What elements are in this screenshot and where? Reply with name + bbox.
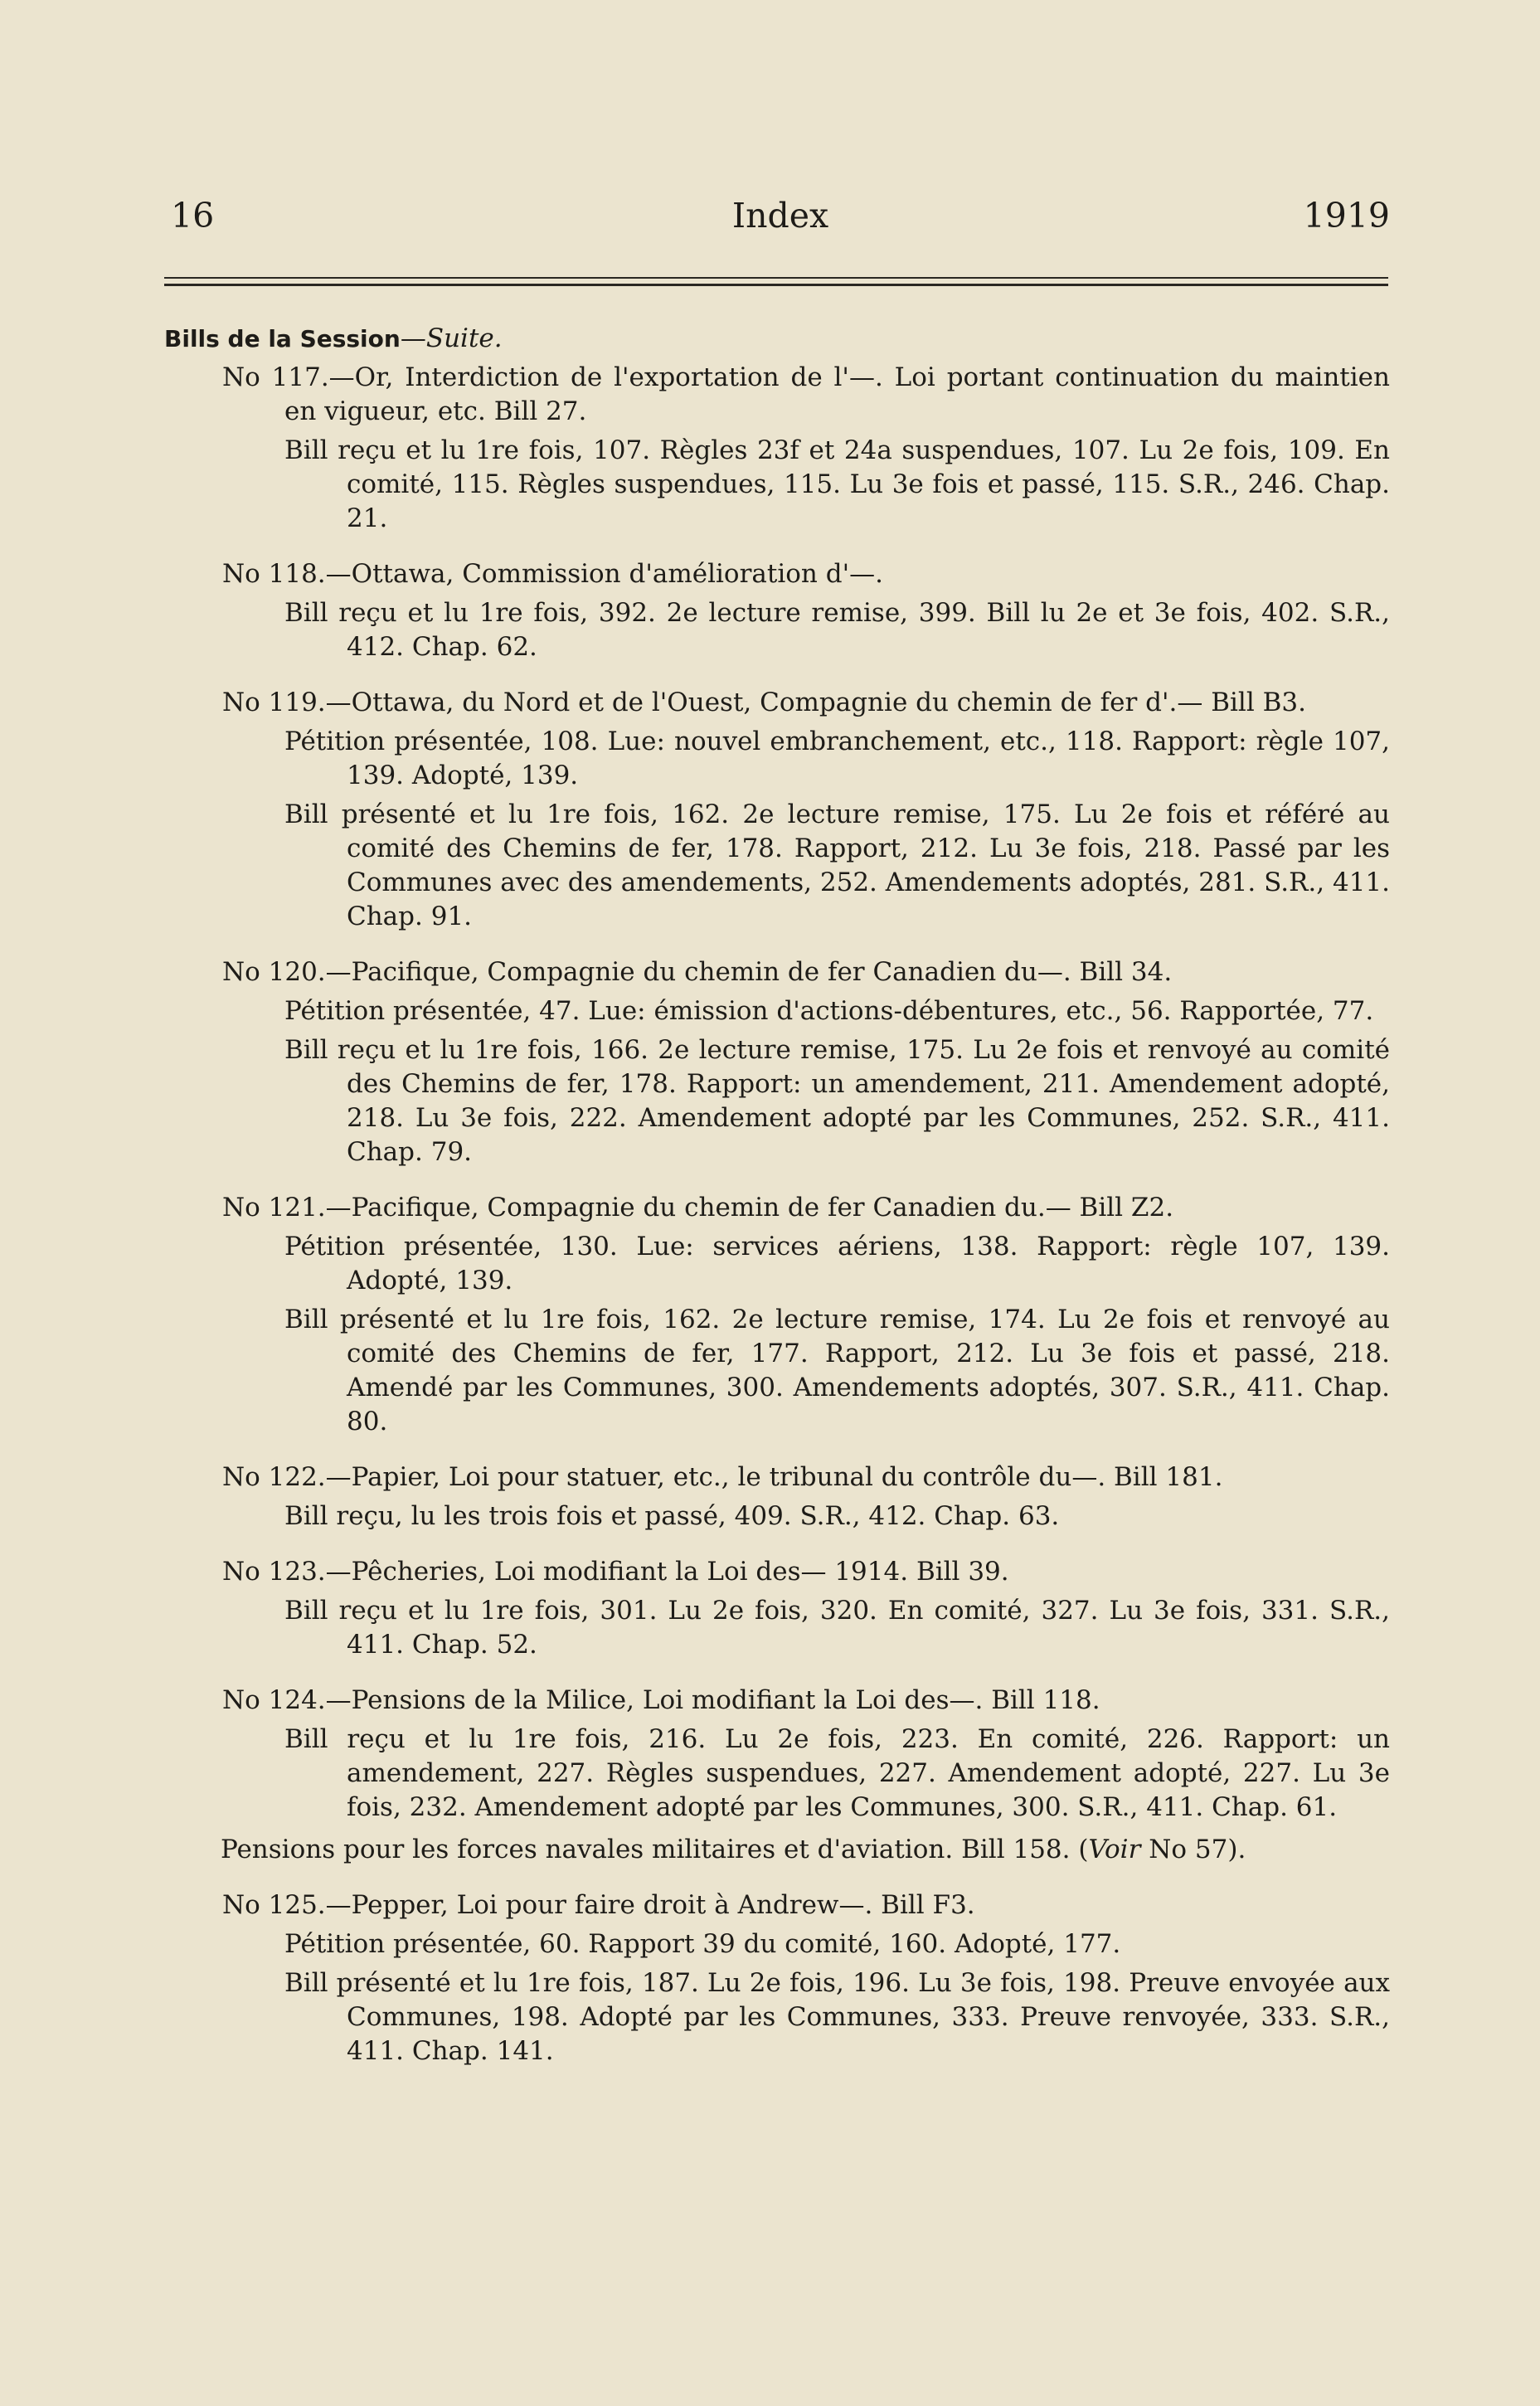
section-suffix: Suite. [425,323,503,353]
header-rule-top [164,277,1388,279]
index-content [164,322,1391,2090]
entry-paragraph: Bill reçu et lu 1re fois, 301. Lu 2e fois, 320. En comité, 327. Lu 3e fois, 331. S.R., 411. Chap. 52. [284,1596,1390,1660]
index-entry-123 [222,1555,1390,1662]
entry-paragraph: Bill reçu et lu 1re fois, 107. Règles 23f et 24a suspendues, 107. Lu 2e fois, 109. En comité, 115. Règles suspendues, 115. Lu 3e fois et passé, 115. S.R., 246. Chap. 21. [284,435,1390,533]
page-number: 16 [171,196,215,236]
index-entry-125 [222,1888,1390,2068]
entry-heading: No 123.—Pêcheries, Loi modifiant la Loi des— 1914. Bill 39. [222,1557,1009,1587]
entry-heading: No 124.—Pensions de la Milice, Loi modifiant la Loi des—. Bill 118. [222,1685,1100,1715]
voir-label: Voir [1088,1835,1141,1864]
index-entry-119 [222,686,1390,934]
entry-heading: No 118.—Ottawa, Commission d'amélioration d'—. [222,559,883,589]
header-rule-bottom [164,284,1388,286]
cross-reference-target: No 57). [1140,1835,1246,1864]
cross-reference-text: Pensions pour les forces navales militaires et d'aviation. Bill 158. ( [221,1835,1089,1864]
entry-paragraph: Pétition présentée, 47. Lue: émission d'actions-débentures, etc., 56. Rapportée, 77. [284,996,1374,1026]
entry-paragraph: Pétition présentée, 130. Lue: services aériens, 138. Rapport: règle 107, 139. Adopté, 139. [284,1232,1390,1295]
entry-heading: No 121.—Pacifique, Compagnie du chemin de fer Canadien du.— Bill Z2. [222,1193,1174,1222]
entry-paragraph: Bill reçu et lu 1re fois, 392. 2e lecture remise, 399. Bill lu 2e et 3e fois, 402. S.R., 412. Chap. 62. [284,598,1390,662]
page-title: Index [731,196,829,236]
index-entry-118 [222,557,1390,664]
section-heading: Bills de la Session—Suite. [164,323,503,353]
entry-paragraph: Pétition présentée, 60. Rapport 39 du comité, 160. Adopté, 177. [284,1929,1121,1959]
entry-paragraph: Bill reçu et lu 1re fois, 216. Lu 2e fois, 223. En comité, 226. Rapport: un amendement, 227. Règles suspendues, 227. Amendement adopté, 227. Lu 3e fois, 232. Amendement adopté par les Communes, 300. S.R., 411. Chap. 61. [284,1724,1390,1822]
entry-paragraph: Bill présenté et lu 1re fois, 187. Lu 2e fois, 196. Lu 3e fois, 198. Preuve envoyée aux Communes, 198. Adopté par les Communes, 333. Preuve renvoyée, 333. S.R., 411. Chap. 141. [284,1968,1390,2066]
entry-paragraph: Bill présenté et lu 1re fois, 162. 2e lecture remise, 175. Lu 2e fois et référé au comité des Chemins de fer, 178. Rapport, 212. Lu 3e fois, 218. Passé par les Communes avec des amendements, 252. Amendements adoptés, 281. S.R., 411. Chap. 91. [284,800,1391,931]
entry-paragraph: Pétition présentée, 108. Lue: nouvel embranchement, etc., 118. Rapport: règle 107, 139. Adopté, 139. [284,727,1390,790]
index-entry-124 [222,1684,1390,1825]
page-year: 1919 [1303,196,1390,236]
index-entry-117 [222,361,1390,536]
entry-heading: No 125.—Pepper, Loi pour faire droit à Andrew—. Bill F3. [222,1890,975,1920]
entry-paragraph: Bill reçu et lu 1re fois, 166. 2e lecture remise, 175. Lu 2e fois et renvoyé au comité des Chemins de fer, 178. Rapport: un amendement, 211. Amendement adopté, 218. Lu 3e fois, 222. Amendement adopté par les Communes, 252. S.R., 411. Chap. 79. [284,1035,1390,1167]
entry-paragraph: Bill reçu, lu les trois fois et passé, 409. S.R., 412. Chap. 63. [284,1501,1060,1531]
cross-reference-entry [221,1833,1390,1867]
index-entry-120 [222,955,1390,1169]
entry-heading: No 117.—Or, Interdiction de l'exportation de l'—. Loi portant continuation du maintien en vigueur, etc. Bill 27. [222,362,1390,426]
page-header [171,196,1390,245]
entry-paragraph: Bill présenté et lu 1re fois, 162. 2e lecture remise, 174. Lu 2e fois et renvoyé au comité des Chemins de fer, 177. Rapport, 212. Lu 3e fois et passé, 218. Amendé par les Communes, 300. Amendements adoptés, 307. S.R., 411. Chap. 80. [284,1305,1390,1436]
entry-heading: No 119.—Ottawa, du Nord et de l'Ouest, Compagnie du chemin de fer d'.— Bill B3. [222,688,1306,717]
index-entry-121 [222,1191,1390,1439]
entry-heading: No 120.—Pacifique, Compagnie du chemin de fer Canadien du—. Bill 34. [222,957,1173,987]
entry-heading: No 122.—Papier, Loi pour statuer, etc., le tribunal du contrôle du—. Bill 181. [222,1462,1223,1492]
section-label: Bills de la Session [164,325,401,352]
index-entry-122 [222,1461,1390,1534]
